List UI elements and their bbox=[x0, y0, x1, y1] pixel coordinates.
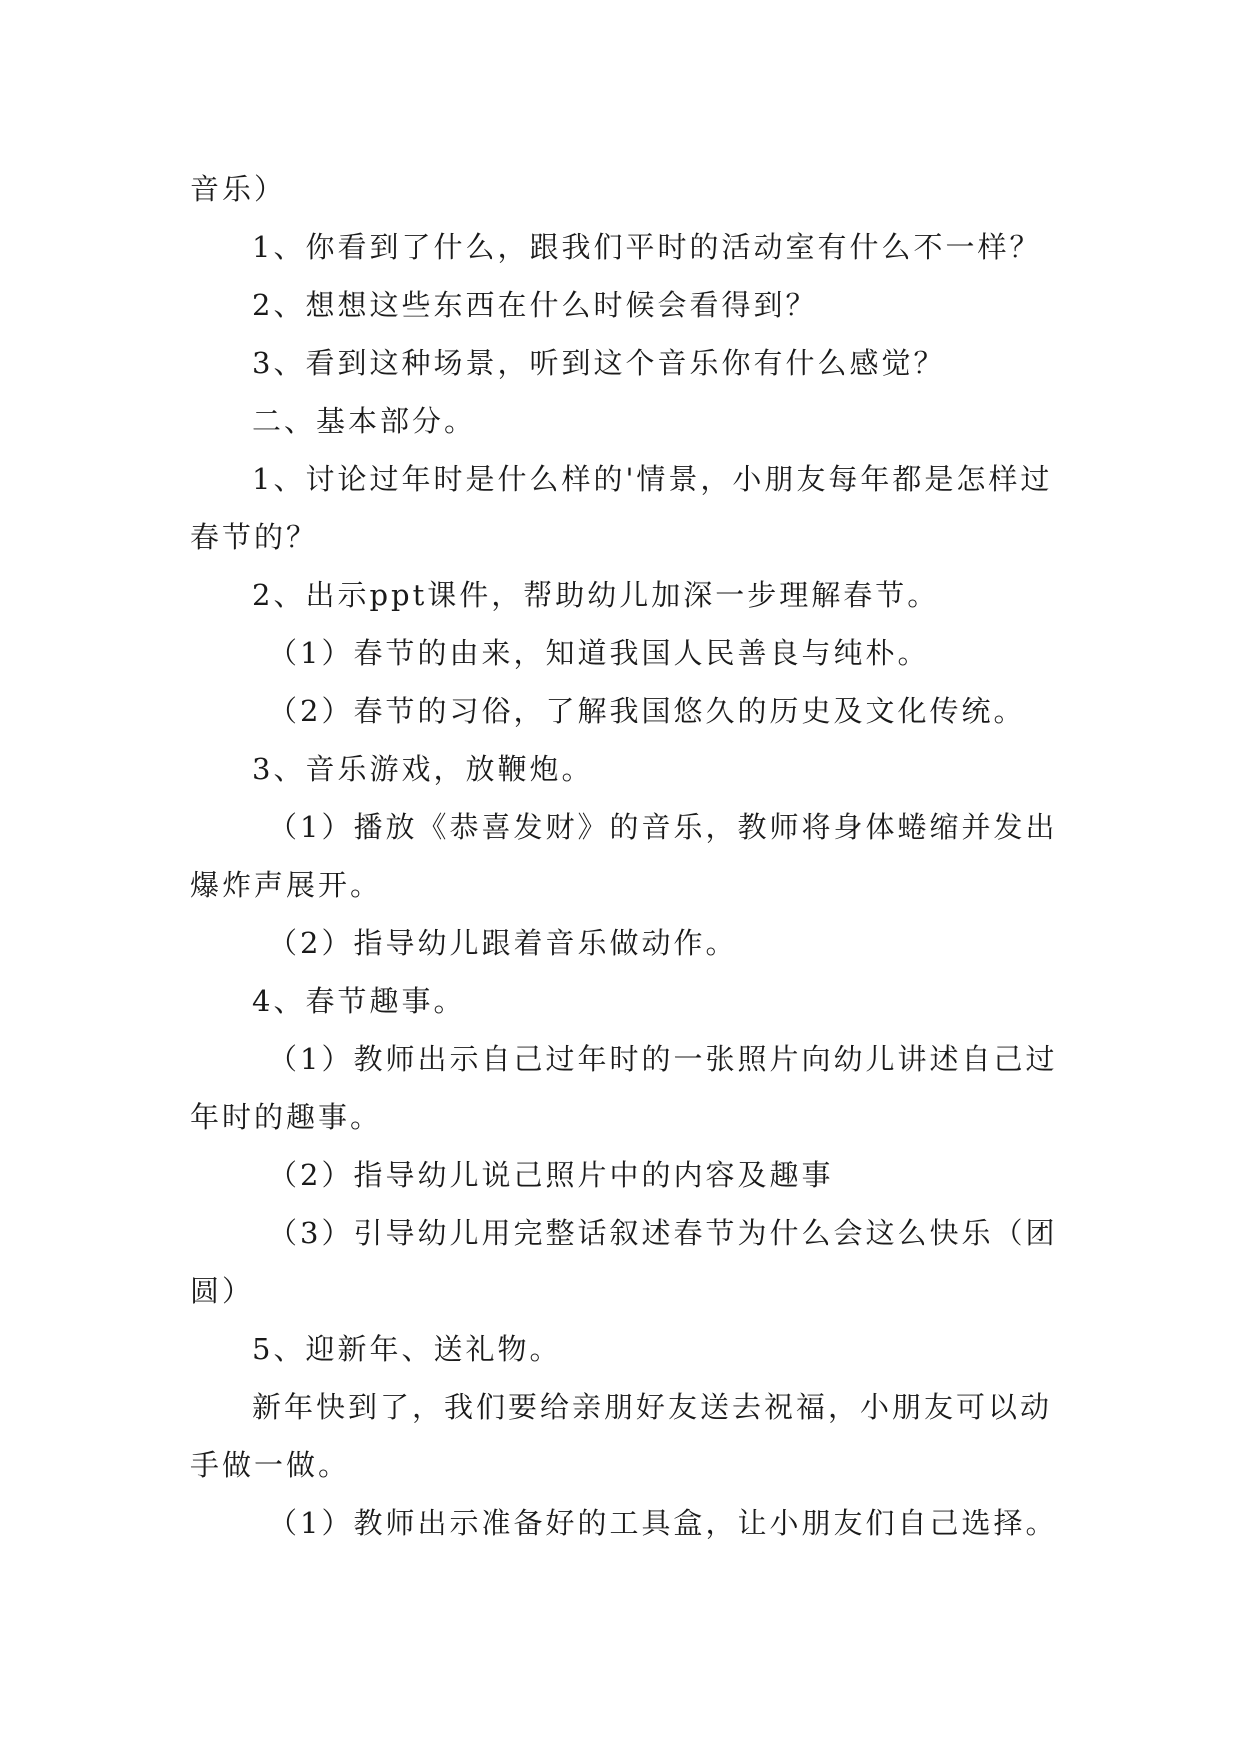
paragraph: （1）春节的由来，知道我国人民善良与纯朴。 bbox=[268, 636, 930, 670]
paragraph: 音乐） bbox=[190, 172, 287, 206]
paragraph: 3、看到这种场景，听到这个音乐你有什么感觉？ bbox=[252, 346, 946, 380]
paragraph: 1、讨论过年时是什么样的'情景，小朋友每年都是怎样过春节的？ bbox=[190, 462, 1053, 554]
document-body bbox=[190, 160, 1070, 1552]
paragraph: 5、迎新年、送礼物。 bbox=[252, 1332, 562, 1366]
paragraph: 2、想想这些东西在什么时候会看得到？ bbox=[252, 288, 818, 322]
paragraph: （1）播放《恭喜发财》的音乐，教师将身体蜷缩并发出爆炸声展开。 bbox=[190, 810, 1058, 902]
paragraph: 新年快到了，我们要给亲朋好友送去祝福，小朋友可以动手做一做。 bbox=[190, 1390, 1053, 1482]
paragraph: （2）指导幼儿跟着音乐做动作。 bbox=[268, 926, 738, 960]
paragraph: 4、春节趣事。 bbox=[252, 984, 466, 1018]
paragraph: （3）引导幼儿用完整话叙述春节为什么会这么快乐（团圆） bbox=[190, 1216, 1058, 1308]
paragraph: 1、你看到了什么，跟我们平时的活动室有什么不一样？ bbox=[252, 230, 1042, 264]
paragraph: （2）春节的习俗，了解我国悠久的历史及文化传统。 bbox=[268, 694, 1026, 728]
paragraph: （1）教师出示准备好的工具盒，让小朋友们自己选择。 bbox=[268, 1506, 1058, 1540]
paragraph: （2）指导幼儿说己照片中的内容及趣事 bbox=[268, 1158, 834, 1192]
paragraph: 3、音乐游戏，放鞭炮。 bbox=[252, 752, 594, 786]
section-heading: 二、基本部分。 bbox=[252, 404, 477, 438]
paragraph: 2、出示ppt课件，帮助幼儿加深一步理解春节。 bbox=[252, 578, 940, 612]
paragraph: （1）教师出示自己过年时的一张照片向幼儿讲述自己过年时的趣事。 bbox=[190, 1042, 1058, 1134]
